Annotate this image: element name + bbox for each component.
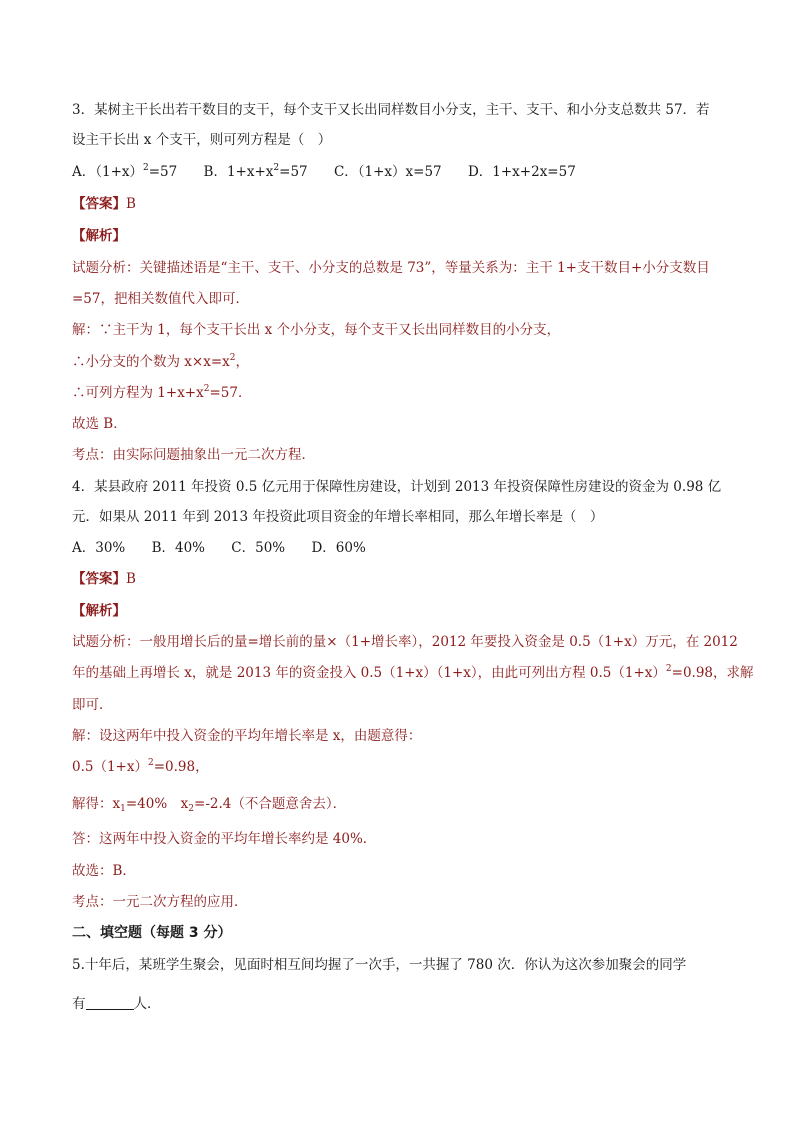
- q4-stem-line2: 元．如果从 2011 年到 2013 年投资此项目资金的年增长率相同，那么年增长率是（ ）: [72, 509, 604, 525]
- q4-solution-line1: 解：设这两年中投入资金的平均年增长率是 x，由题意得：: [72, 728, 422, 744]
- q3-stem-line2: 设主干长出 x 个支干，则可列方程是（ ）: [72, 132, 332, 148]
- q3-solution-line2: ∴小分支的个数为 $x\times x=x^2$，: [72, 353, 249, 370]
- q3-analysis-tag: 【解析】: [72, 228, 126, 244]
- q4-options: [72, 539, 366, 557]
- q4-analysis-tag: 【解析】: [72, 603, 126, 619]
- q4-option-c: C．50%: [231, 540, 286, 556]
- q4-answer-value: B: [126, 571, 136, 587]
- q4-stem-line1: 4．某县政府 2011 年投资 0.5 亿元用于保障性房建设，计划到 2013 年投资保障性房建设的资金为 0.98 亿: [72, 479, 722, 495]
- q3-option-c: C．（1+x）x=57: [333, 164, 442, 180]
- q3-answer-value: B: [126, 196, 136, 212]
- q3-answer: [72, 195, 136, 213]
- q4-option-b: B．40%: [151, 540, 205, 556]
- q4-analysis-line1: 试题分析：一般用增长后的量=增长前的量×（1+增长率），2012 年要投入资金是 0.5（1+x）万元，在 2012: [72, 634, 738, 650]
- q4-kaodian: 考点：一元二次方程的应用．: [72, 894, 248, 910]
- q5-answer-blank[interactable]: [86, 996, 134, 1010]
- q4-solution-line4: 答：这两年中投入资金的平均年增长率约是 40%．: [72, 831, 377, 847]
- q4-analysis-line3: 即可．: [72, 697, 113, 713]
- q3-solution-line3: ∴可列方程为 $1+x+x^2=57$．: [72, 384, 252, 401]
- q5-stem-line1: 5.十年后，某班学生聚会，见面时相互间均握了一次手，一共握了 780 次．你认为这次参加聚会的同学: [72, 957, 687, 973]
- q3-analysis-line2: =57，把相关数值代入即可．: [72, 291, 249, 307]
- q3-analysis-line1: 试题分析：关键描述语是“主干、支干、小分支的总数是 73”，等量关系为：主干 1+支干数目+小分支数目: [72, 260, 710, 276]
- q3-choose: 故选 B．: [72, 416, 127, 432]
- q3-stem-line1: 3．某树主干长出若干数目的支干，每个支干又长出同样数目小分支，主干、支干、和小分支总数共 57．若: [72, 102, 710, 118]
- q3-option-d: D．1+x+2x=57: [467, 164, 576, 180]
- q4-answer-tag: 【答案】: [72, 571, 126, 587]
- q4-choose: 故选：B．: [72, 863, 136, 879]
- q4-answer: [72, 570, 136, 588]
- q3-options: [72, 163, 576, 181]
- q5-stem-line2: 有 人．: [72, 996, 161, 1012]
- q4-analysis-line2: 年的基础上再增长 x，就是 2013 年的资金投入 0.5（1+x）（1+x），由此可列出方程 $0.5(1+x)^2=0.98$，求解: [72, 664, 754, 681]
- q3-option-a: A．$(1+x)^2=57$: [72, 163, 178, 180]
- q3-option-b: B．$1+x+x^2=57$: [203, 163, 308, 180]
- section-title: 二、填空题（每题 3 分）: [72, 925, 232, 941]
- q3-solution-line1: 解：∵主干为 1，每个支干长出 x 个小分支，每个支干又长出同样数目的小分支，: [72, 322, 561, 338]
- q4-option-a: A．30%: [72, 540, 126, 556]
- q4-solution-line2: $0.5(1+x)^2=0.98$，: [72, 758, 209, 775]
- q4-solution-line3: 解得：$x_1=40\%$ $x_2=-2.4$（不合题意舍去）．: [72, 796, 347, 814]
- q4-option-d: D．60%: [311, 540, 366, 556]
- q3-answer-tag: 【答案】: [72, 196, 126, 212]
- q3-kaodian: 考点：由实际问题抽象出一元二次方程．: [72, 447, 315, 463]
